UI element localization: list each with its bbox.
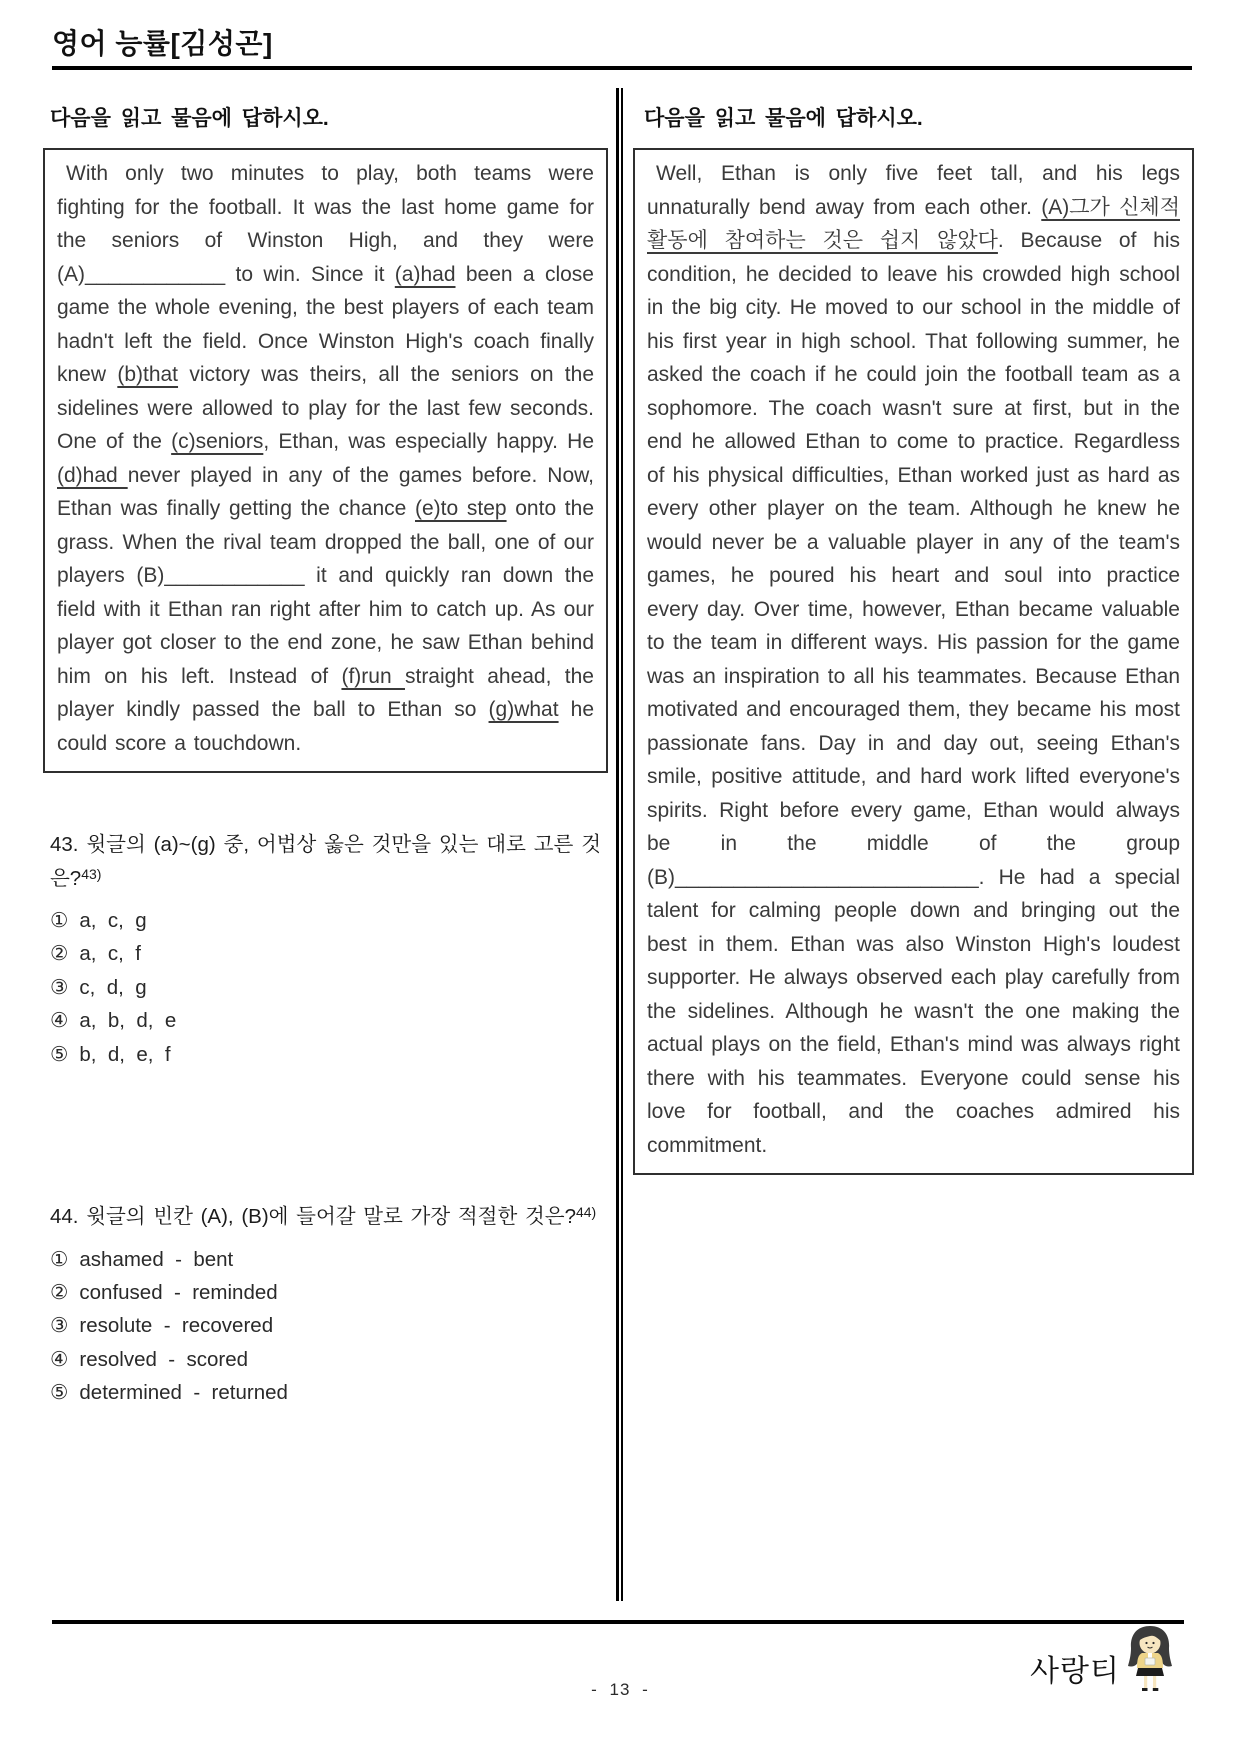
- option-43-1-circle: ①: [50, 909, 69, 932]
- option-44-4-circle: ④: [50, 1347, 69, 1371]
- option-43-2: [50, 937, 601, 970]
- brand-name: 사랑티: [1030, 1655, 1120, 1688]
- option-44-4-label: resolved - scored: [79, 1347, 249, 1371]
- question-43-options: [50, 904, 601, 1071]
- option-43-5-circle: ⑤: [50, 1042, 69, 1066]
- option-43-4-label: a, b, d, e: [79, 1009, 177, 1033]
- option-43-2-label: a, c, f: [79, 942, 141, 966]
- left-instruction: 다음을 읽고 물음에 답하시오.: [50, 107, 329, 130]
- option-43-3-label: c, d, g: [79, 975, 147, 999]
- option-43-5: [50, 1038, 601, 1071]
- page-number: - 13 -: [591, 1680, 649, 1699]
- page-title: 영어 능률[김성곤]: [52, 28, 273, 59]
- question-44-stem: 윗글의 빈칸 (A), (B)에 들어갈 말로 가장 적절한 것은?: [86, 1205, 576, 1228]
- question-43-footnote: 43): [81, 865, 102, 882]
- option-43-3: [50, 971, 601, 1004]
- question-44-text: [50, 1200, 601, 1234]
- option-44-3: [50, 1309, 601, 1342]
- right-passage-box: [633, 148, 1194, 1175]
- question-44-number: 44.: [50, 1205, 79, 1228]
- option-44-1-circle: ①: [50, 1247, 69, 1271]
- option-43-3-circle: ③: [50, 975, 69, 999]
- option-44-1: [50, 1243, 601, 1276]
- option-44-4: [50, 1343, 601, 1376]
- right-instruction: 다음을 읽고 물음에 답하시오.: [644, 107, 923, 130]
- option-44-2-circle: ②: [50, 1280, 69, 1304]
- question-43-text: [50, 828, 601, 895]
- question-43: [50, 828, 601, 1071]
- question-43-number: 43.: [50, 833, 79, 856]
- option-44-5-label: determined - returned: [79, 1381, 288, 1405]
- left-passage-text: With only two minutes to play, both teams were fighting for the football. It was the last home game for the seniors of Winston High, and they were (A)____________ to win. Since it (a)had been a close game the whole evening, the best players of each team hadn't left the field. Once Winston High's coach finally knew (b)that victory was theirs, all the seniors on the sidelines were allowed to play for the last few seconds. One of the (c)seniors, Ethan, was especially happy. He (d)had never played in any of the games before. Now, Ethan was finally getting the chance (e)to step onto the grass. When the rival team dropped the ball, one of our players (B)____________ it and quickly ran down the field with it Ethan ran right after him to catch up. As our player got closer to the end zone, he saw Ethan behind him on his left. Instead of (f)run straight ahead, the player kindly passed the ball to Ethan so (g)what he could score a touchdown.: [57, 162, 594, 755]
- option-44-5: [50, 1376, 601, 1409]
- option-43-2-circle: ②: [50, 942, 69, 966]
- option-43-5-label: b, d, e, f: [79, 1042, 171, 1066]
- header-rule: [52, 66, 1192, 70]
- question-44-options: [50, 1243, 601, 1410]
- column-divider: [616, 88, 623, 1601]
- footer-rule: [52, 1620, 1184, 1624]
- question-44: [50, 1200, 601, 1410]
- question-43-stem: 윗글의 (a)~(g) 중, 어법상 옳은 것만을 있는 대로 고른 것은?: [50, 833, 602, 890]
- right-passage-text: Well, Ethan is only five feet tall, and his legs unnaturally bend away from each other. (A)그가 신체적 활동에 참여하는 것은 쉽지 않았다. Because of his condition, he decided to leave his crowded high school in the big city. He moved to our school in the middle of his first year in high school. That following summer, he asked the coach if he could join the football team as a sophomore. The coach wasn't sure at first, but in the end he allowed Ethan to come to practice. Regardless of his physical difficulties, Ethan worked just as hard as every other player on the team. Although he knew he would never be a valuable player in any of the team's games, he poured his heart and soul into practice every day. Over time, however, Ethan became valuable to the team in different ways. His passion for the game was an inspiration to all his teammates. Because Ethan motivated and encouraged them, they became his most passionate fans. Day in and day out, seeing Ethan's smile, positive attitude, and hard work lifted everyone's spirits. Right before every game, Ethan would always be in the middle of the group (B)__________________________. He had a special talent for calming people down and bringing out the best in them. Ethan was also Winston High's loudest supporter. He always observed each play carefully from the sidelines. Although he wasn't the one making the actual plays on the field, Ethan's mind was always right there with his teammates. Everyone could sense his love for football, and the coaches admired his commitment.: [647, 162, 1180, 1157]
- option-44-1-label: ashamed - bent: [79, 1247, 234, 1271]
- question-44-footnote: 44): [575, 1204, 597, 1220]
- option-43-1-label: a, c, g: [79, 909, 147, 932]
- option-43-1: [50, 904, 601, 937]
- option-44-2: [50, 1276, 601, 1309]
- option-43-4: [50, 1004, 601, 1037]
- option-44-2-label: confused - reminded: [79, 1280, 278, 1304]
- option-44-5-circle: ⑤: [50, 1381, 69, 1405]
- option-43-4-circle: ④: [50, 1009, 69, 1033]
- option-44-3-label: resolute - recovered: [79, 1314, 274, 1338]
- left-passage-box: [43, 148, 608, 773]
- option-44-3-circle: ③: [50, 1314, 69, 1338]
